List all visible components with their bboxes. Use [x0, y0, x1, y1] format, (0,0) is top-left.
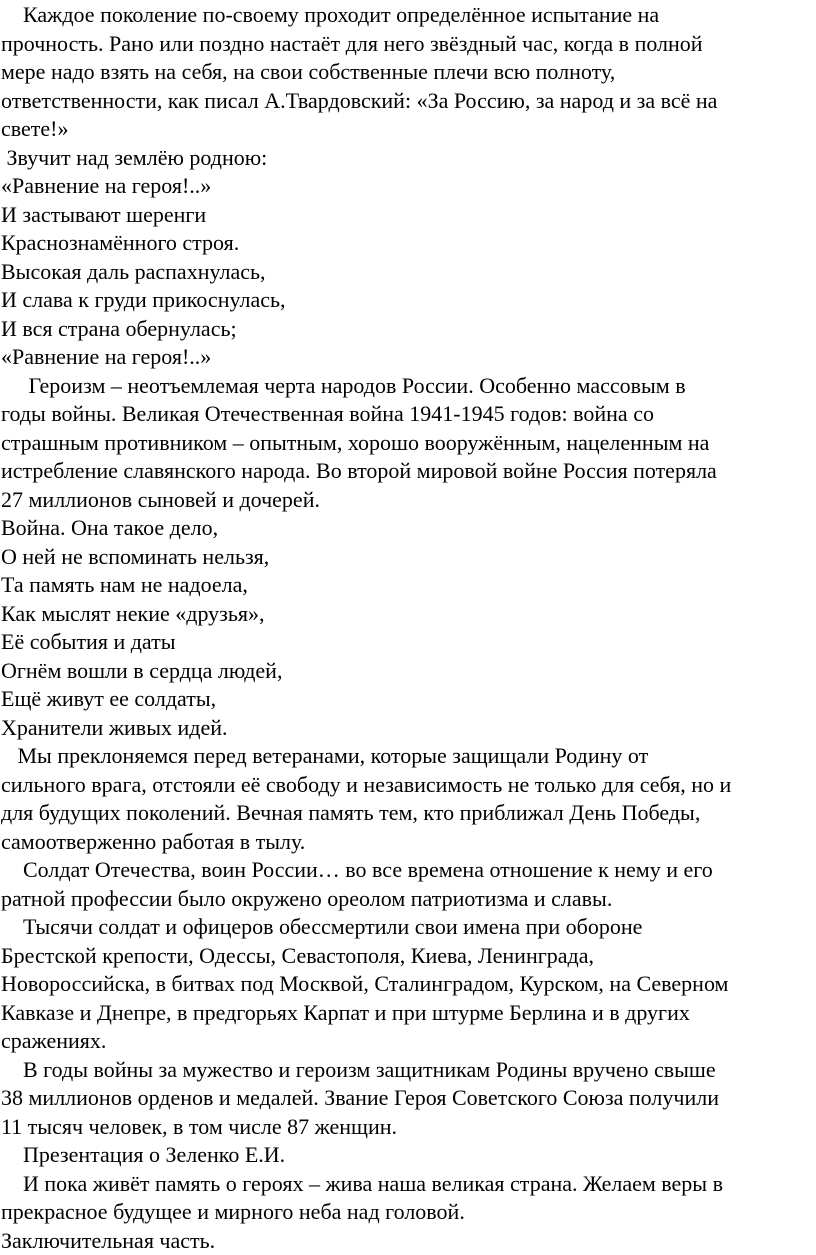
- poem-line: И вся страна обернулась;: [1, 315, 816, 344]
- text-line: ответственности, как писал А.Твардовский: «За Россию, за народ и за всё на: [1, 87, 816, 116]
- text-line: страшным противником – опытным, хорошо вооружённым, нацеленным на: [1, 429, 816, 458]
- text-line: Брестской крепости, Одессы, Севастополя, Киева, Ленинграда,: [1, 942, 816, 971]
- text-line: Солдат Отечества, воин России… во все времена отношение к нему и его: [1, 856, 816, 885]
- text-line: годы войны. Великая Отечественная война 1941-1945 годов: война со: [1, 400, 816, 429]
- text-line: Кавказе и Днепре, в предгорьях Карпат и при штурме Берлина и в других: [1, 999, 816, 1028]
- text-line: мере надо взять на себя, на свои собственные плечи всю полноту,: [1, 58, 816, 87]
- poem-line: И слава к груди прикоснулась,: [1, 286, 816, 315]
- text-line: свете!»: [1, 115, 816, 144]
- text-line: 27 миллионов сыновей и дочерей.: [1, 486, 816, 515]
- poem-line: Та память нам не надоела,: [1, 571, 816, 600]
- poem-line: Хранители живых идей.: [1, 714, 816, 743]
- poem-line: О ней не вспоминать нельзя,: [1, 543, 816, 572]
- poem-line: «Равнение на героя!..»: [1, 172, 816, 201]
- poem-line: Звучит над землёю родною:: [1, 144, 816, 173]
- text-line: истребление славянского народа. Во второй мировой войне Россия потеряла: [1, 457, 816, 486]
- document-body: [1, 0, 816, 1255]
- poem-line: «Равнение на героя!..»: [1, 343, 816, 372]
- text-line: для будущих поколений. Вечная память тем, кто приближал День Победы,: [1, 799, 816, 828]
- text-line: 38 миллионов орденов и медалей. Звание Героя Советского Союза получили: [1, 1084, 816, 1113]
- text-line: самоотверженно работая в тылу.: [1, 828, 816, 857]
- text-line: прочность. Рано или поздно настаёт для него звёздный час, когда в полной: [1, 30, 816, 59]
- text-line: 11 тысяч человек, в том числе 87 женщин.: [1, 1113, 816, 1142]
- text-line: Новороссийска, в битвах под Москвой, Сталинградом, Курском, на Северном: [1, 970, 816, 999]
- closing-line: Заключительная часть.: [1, 1227, 816, 1255]
- poem-line: Ещё живут ее солдаты,: [1, 685, 816, 714]
- text-line: Тысячи солдат и офицеров обессмертили свои имена при обороне: [1, 913, 816, 942]
- text-line: Героизм – неотъемлемая черта народов России. Особенно массовым в: [1, 372, 816, 401]
- text-line: В годы войны за мужество и героизм защитникам Родины вручено свыше: [1, 1056, 816, 1085]
- poem-line: И застывают шеренги: [1, 201, 816, 230]
- text-line: сильного врага, отстояли её свободу и независимость не только для себя, но и: [1, 771, 816, 800]
- poem-line: Война. Она такое дело,: [1, 514, 816, 543]
- poem-line: Огнём вошли в сердца людей,: [1, 657, 816, 686]
- text-line: И пока живёт память о героях – жива наша великая страна. Желаем веры в: [1, 1170, 816, 1199]
- text-line: Мы преклоняемся перед ветеранами, которые защищали Родину от: [1, 742, 816, 771]
- poem-line: Краснознамённого строя.: [1, 229, 816, 258]
- poem-line: Её события и даты: [1, 628, 816, 657]
- text-line: прекрасное будущее и мирного неба над головой.: [1, 1198, 816, 1227]
- text-line: Каждое поколение по-своему проходит определённое испытание на: [1, 1, 816, 30]
- text-line: ратной профессии было окружено ореолом патриотизма и славы.: [1, 885, 816, 914]
- poem-line: Высокая даль распахнулась,: [1, 258, 816, 287]
- text-line: Презентация о Зеленко Е.И.: [1, 1141, 816, 1170]
- poem-line: Как мыслят некие «друзья»,: [1, 600, 816, 629]
- text-line: сражениях.: [1, 1027, 816, 1056]
